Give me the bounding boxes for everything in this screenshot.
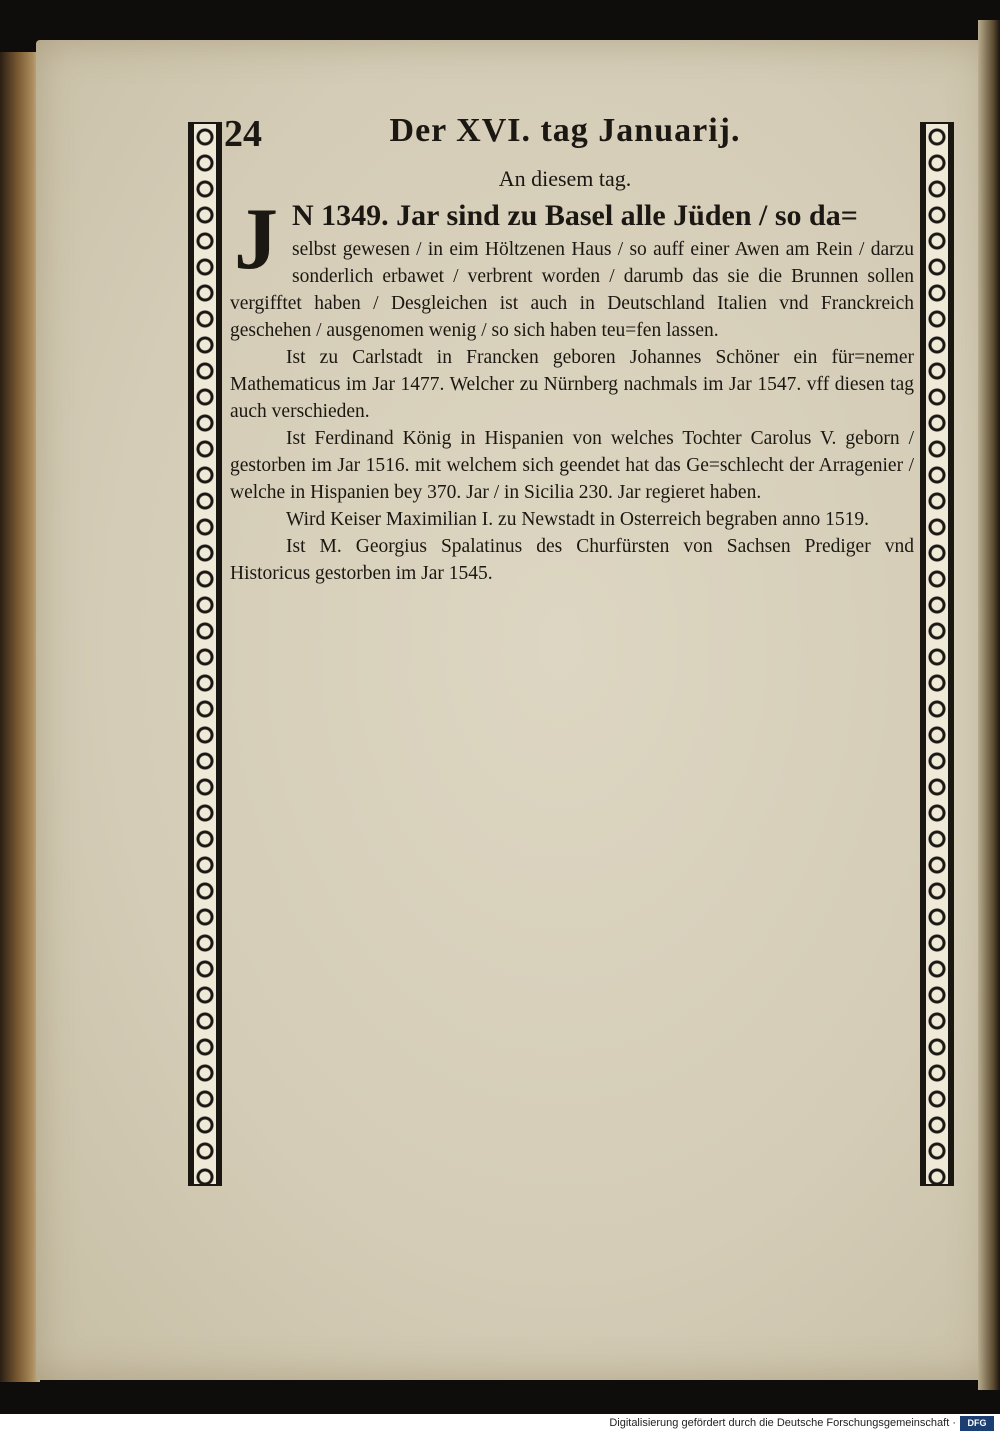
page-content [230,191,914,587]
entry-1 [230,191,914,344]
entry-4-text: Wird Keiser Maximilian I. zu Newstadt in Osterreich begraben anno 1519. [286,509,869,530]
entry-1-text: selbst gewesen / in eim Höltzenen Haus / so auff einer Awen am Rein / darzu sonderlich erbawet / verbrent worden / darumb das sie die Brunnen sollen vergifftet haben / Desgleichen ist auch in Deutschland Italien vnd Franckreich geschehen / ausgenomen wenig / so sich haben teu=fen lassen. [230,239,914,341]
footer-credit: Digitalisierung gefördert durch die Deutsche Forschungsgemeinschaft · [609,1417,956,1429]
entry-3-text: Ist Ferdinand König in Hispanien von welches Tochter Carolus V. geborn / gestorben im Jar 1516. mit welchem sich geendet hat das Ge=schlecht der Arragenier / welche in Hispanien bey 370. Jar / in Sicilia 230. Jar regieret haben. [230,428,914,503]
page-header [210,112,920,162]
page-title: Der XVI. tag Januarij. [389,112,741,149]
entry-1-heading: N 1349. Jar sind zu Basel alle Jüden / so da= [292,199,858,232]
page-subtitle: An diesem tag. [498,166,632,191]
ornamental-border-right [920,122,954,1186]
ornamental-border-left [188,122,222,1186]
decorated-initial: J [234,191,278,288]
dfg-logo: DFG [960,1416,994,1431]
entry-5-text: Ist M. Georgius Spalatinus des Churfürsten von Sachsen Prediger vnd Historicus gestorben im Jar 1545. [230,536,914,584]
page-number: 24 [224,113,262,155]
footer-bar [0,1414,1000,1434]
page-edge [978,20,1000,1390]
entry-2-text: Ist zu Carlstadt in Francken geboren Johannes Schöner ein für=nemer Mathematicus im Jar 1477. Welcher zu Nürnberg nachmals im Jar 1547. vff diesen tag auch verschieden. [230,347,914,422]
book-spine [0,52,40,1382]
